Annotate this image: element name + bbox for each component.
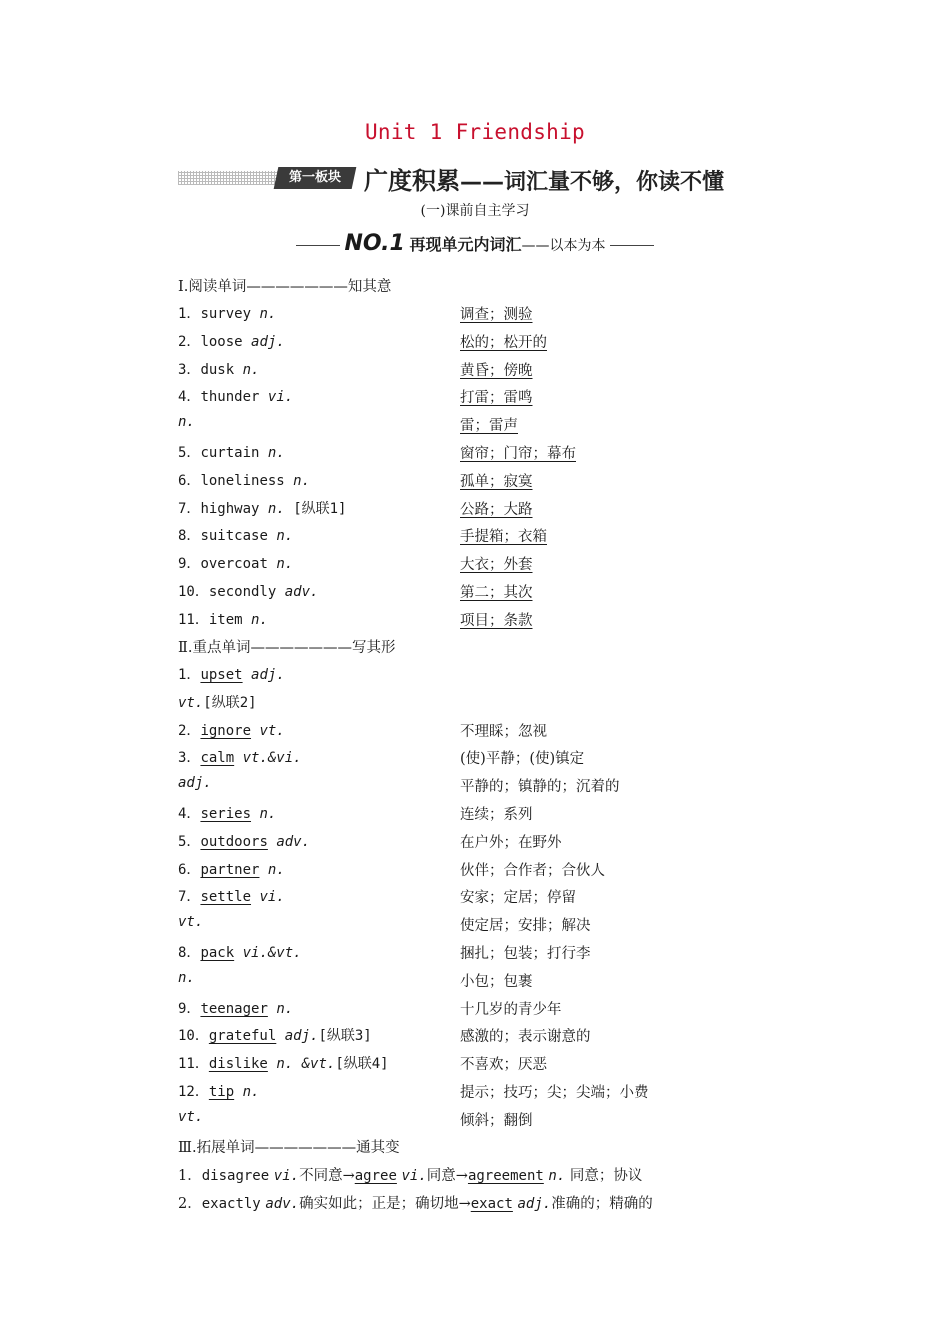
expand-entry <box>178 1192 653 1213</box>
word-entry <box>178 664 285 684</box>
english-word: pack <box>200 945 235 961</box>
word-entry <box>178 859 285 879</box>
chinese-meaning: 捆扎；包装；打行李 <box>460 946 591 962</box>
chinese-meaning: 在户外；在野外 <box>460 834 562 851</box>
chinese-meaning: 手提箱；衣箱 <box>460 529 547 546</box>
word-row <box>0 998 950 1024</box>
part-of-speech: n. <box>267 445 285 461</box>
word-entry <box>178 692 257 712</box>
item-number: 1． <box>178 306 201 322</box>
part-of-speech: vi.&vt. <box>242 945 302 961</box>
english-word: dislike <box>208 1056 268 1073</box>
base-word: disagree <box>201 1168 270 1184</box>
part-of-speech: vt. <box>178 914 204 931</box>
word-row <box>0 581 950 607</box>
page-title: Unit 1 Friendship <box>364 120 586 144</box>
part-of-speech: n. <box>259 306 277 322</box>
item-number: 9． <box>178 1000 201 1017</box>
chinese-meaning: 项目；条款 <box>460 612 533 629</box>
word-row <box>0 803 950 829</box>
chinese-meaning: 公路；大路 <box>460 501 533 518</box>
chinese-meaning: 松的；松开的 <box>460 334 547 351</box>
part-of-speech: n. <box>178 414 195 431</box>
english-word: suitcase <box>200 528 268 545</box>
item-number: 4． <box>178 389 201 406</box>
word-entry <box>178 609 268 629</box>
expand-entry <box>178 1164 642 1185</box>
word-entry <box>178 747 302 767</box>
part-of-speech: vi. <box>401 1168 427 1184</box>
part-of-speech: vt. <box>178 1108 204 1125</box>
subtitle: (一)课前自主学习 <box>420 203 530 219</box>
word-row <box>0 859 950 885</box>
english-word: loneliness <box>200 472 285 489</box>
item-number: 6． <box>178 472 201 489</box>
item-number: 6． <box>178 861 201 878</box>
rule-right <box>610 245 654 246</box>
chinese-meaning: (使)平静；(使)镇定 <box>460 751 585 768</box>
word-entry <box>178 525 293 545</box>
part-of-speech: n. <box>178 969 195 986</box>
derived-word: exact <box>470 1195 513 1212</box>
english-word: partner <box>200 861 260 878</box>
banner-heading: 广度积累——词汇量不够，你读不懂 <box>364 167 725 195</box>
part-of-speech: adv. <box>284 584 319 600</box>
english-word: dusk <box>200 361 235 378</box>
word-row <box>0 470 950 496</box>
word-entry <box>178 553 293 573</box>
english-word: thunder <box>200 389 260 406</box>
cross-reference: [纵联3] <box>318 1028 372 1045</box>
chinese-meaning: 感激的；表示谢意的 <box>460 1029 591 1046</box>
word-row <box>0 914 950 940</box>
cross-reference: [纵联4] <box>335 1056 389 1073</box>
part-of-speech: n. <box>293 472 311 489</box>
chinese-meaning: 大衣；外套 <box>460 557 533 574</box>
no1-heading: NO.1 再现单元内词汇——以本为本 <box>0 231 950 256</box>
item-number: 3． <box>178 361 201 378</box>
word-row <box>0 747 950 773</box>
chinese-meaning: 黄昏；傍晚 <box>460 362 533 379</box>
chinese-meaning: 孤单；寂寞 <box>460 473 533 490</box>
word-entry <box>178 970 195 986</box>
chinese-meaning: 调查；测验 <box>460 307 533 323</box>
word-entry <box>178 775 212 791</box>
cross-reference: [纵联1] <box>293 500 347 517</box>
word-entry <box>178 1109 203 1125</box>
word-entry <box>178 1053 389 1073</box>
item-number: 4． <box>178 806 201 822</box>
item-number: 3． <box>178 750 201 767</box>
word-entry <box>178 386 293 406</box>
word-row <box>0 609 950 635</box>
part-of-speech: n. <box>276 1000 294 1017</box>
part-of-speech: vt. <box>259 722 285 739</box>
english-word: series <box>200 806 252 822</box>
part-of-speech: n. <box>276 528 294 545</box>
word-row <box>0 386 950 412</box>
word-row <box>0 1081 950 1107</box>
item-number: 2． <box>178 722 201 739</box>
chinese-meaning: 十几岁的青少年 <box>460 1001 562 1018</box>
word-entry <box>178 359 259 379</box>
derived-word: agree <box>354 1168 397 1184</box>
word-entry <box>178 998 293 1018</box>
chinese-meaning: 伙伴；合作者；合伙人 <box>460 862 605 879</box>
word-entry <box>178 331 285 351</box>
chinese-meaning: 不理睬；忽视 <box>460 723 547 740</box>
part-of-speech: vi. <box>259 889 285 906</box>
item-number: 8． <box>178 945 201 961</box>
item-number: 11． <box>178 1056 209 1073</box>
chinese-meaning: 雷；雷声 <box>460 418 518 435</box>
word-row <box>0 692 950 718</box>
item-number: 2． <box>178 1195 202 1212</box>
word-row <box>0 331 950 357</box>
part-of-speech: n. <box>548 1168 566 1184</box>
english-word: curtain <box>200 445 260 461</box>
part-of-speech: n. &vt. <box>276 1056 336 1073</box>
word-entry <box>178 803 276 823</box>
word-row <box>0 970 950 996</box>
item-number: 9． <box>178 556 201 573</box>
item-number: 12． <box>178 1084 209 1100</box>
chinese-meaning: 窗帘；门帘；幕布 <box>460 446 576 462</box>
part-of-speech: vi. <box>267 389 294 406</box>
part-of-speech: vt.&vi. <box>242 750 302 767</box>
english-word: highway <box>200 500 260 517</box>
part-of-speech: n. <box>276 556 294 573</box>
rule-left <box>296 245 340 246</box>
english-word: loose <box>200 333 243 350</box>
word-row <box>0 720 950 746</box>
derived-word: agreement <box>467 1168 544 1184</box>
chinese-meaning: 平静的；镇静的；沉着的 <box>460 779 620 796</box>
meaning: 同意；协议 <box>565 1168 643 1184</box>
english-word: teenager <box>200 1000 268 1017</box>
chinese-meaning: 提示；技巧；尖；尖端；小费 <box>460 1085 649 1101</box>
english-word: item <box>208 611 243 628</box>
word-entry <box>178 303 276 323</box>
section-expand-heading: Ⅲ.拓展单词———————通其变 <box>178 1140 400 1156</box>
word-row <box>0 359 950 385</box>
item-number: 8． <box>178 528 201 545</box>
word-row <box>0 498 950 524</box>
part-of-speech: n. <box>242 1084 260 1100</box>
banner-tag: 第一板块 <box>274 167 357 189</box>
item-number: 2． <box>178 333 201 350</box>
word-row <box>0 414 950 440</box>
word-row <box>0 1053 950 1079</box>
word-entry <box>178 886 285 906</box>
meaning: 确实如此；正是；确切地→ <box>299 1195 471 1212</box>
chinese-meaning: 连续；系列 <box>460 807 533 823</box>
item-number: 10． <box>178 584 209 600</box>
word-entry <box>178 1025 372 1045</box>
part-of-speech: vi. <box>273 1168 300 1184</box>
word-entry <box>178 942 302 962</box>
section-reading-heading: Ⅰ.阅读单词———————知其意 <box>178 279 392 295</box>
expand-row <box>0 1192 950 1218</box>
item-number: 7． <box>178 500 201 517</box>
word-row <box>0 775 950 801</box>
part-of-speech: vt. <box>178 694 204 711</box>
word-row <box>0 886 950 912</box>
english-word: survey <box>200 306 252 322</box>
part-of-speech: adv. <box>276 833 311 850</box>
part-of-speech: n. <box>267 861 285 878</box>
item-number: 10． <box>178 1028 209 1045</box>
part-of-speech: adv. <box>265 1195 300 1212</box>
word-entry <box>178 498 346 518</box>
chinese-meaning: 第二；其次 <box>460 585 533 601</box>
chinese-meaning: 小包；包裹 <box>460 973 533 990</box>
chinese-meaning: 使定居；安排；解决 <box>460 918 591 935</box>
banner-dot-pattern <box>178 171 278 185</box>
item-number: 5． <box>178 445 201 461</box>
english-word: settle <box>200 889 252 906</box>
meaning: 准确的；精确的 <box>551 1195 653 1212</box>
word-row <box>0 525 950 551</box>
word-row <box>0 1025 950 1051</box>
base-word: exactly <box>201 1195 261 1212</box>
meaning: 同意→ <box>426 1168 468 1184</box>
part-of-speech: n. <box>242 361 260 378</box>
word-entry <box>178 442 285 462</box>
english-word: tip <box>208 1084 235 1100</box>
cross-reference: [纵联2] <box>203 694 257 711</box>
english-word: outdoors <box>200 833 268 850</box>
item-number: 1． <box>178 1168 202 1184</box>
word-row <box>0 664 950 690</box>
section-key-heading: Ⅱ.重点单词———————写其形 <box>178 640 396 656</box>
part-of-speech: n. <box>267 500 285 517</box>
word-row <box>0 942 950 968</box>
english-word: ignore <box>200 722 252 739</box>
part-of-speech: n. <box>251 611 268 628</box>
english-word: upset <box>200 667 243 683</box>
word-row <box>0 1109 950 1135</box>
part-of-speech: n. <box>259 806 277 822</box>
item-number: 11． <box>178 611 209 628</box>
word-entry <box>178 414 195 430</box>
expand-row <box>0 1164 950 1190</box>
part-of-speech: adj. <box>178 775 212 792</box>
word-row <box>0 442 950 468</box>
part-of-speech: adj. <box>251 333 285 350</box>
meaning: 不同意→ <box>299 1168 355 1184</box>
word-entry <box>178 1081 259 1101</box>
english-word: secondly <box>208 584 277 600</box>
word-entry <box>178 831 310 851</box>
part-of-speech: adj. <box>517 1195 552 1212</box>
item-number: 7． <box>178 889 201 906</box>
word-entry <box>178 720 285 740</box>
word-row <box>0 303 950 329</box>
item-number: 1． <box>178 667 201 683</box>
english-word: grateful <box>208 1028 277 1045</box>
part-of-speech: adj. <box>284 1028 319 1045</box>
english-word: overcoat <box>200 556 268 573</box>
english-word: calm <box>200 750 235 767</box>
word-row <box>0 831 950 857</box>
chinese-meaning: 安家；定居；停留 <box>460 890 576 907</box>
chinese-meaning: 不喜欢；厌恶 <box>460 1057 547 1074</box>
word-entry <box>178 914 203 930</box>
word-entry <box>178 581 318 601</box>
part-of-speech: adj. <box>251 667 285 683</box>
word-entry <box>178 470 310 490</box>
chinese-meaning: 倾斜；翻倒 <box>460 1112 533 1129</box>
item-number: 5． <box>178 833 201 850</box>
word-row <box>0 553 950 579</box>
chinese-meaning: 打雷；雷鸣 <box>460 390 533 407</box>
